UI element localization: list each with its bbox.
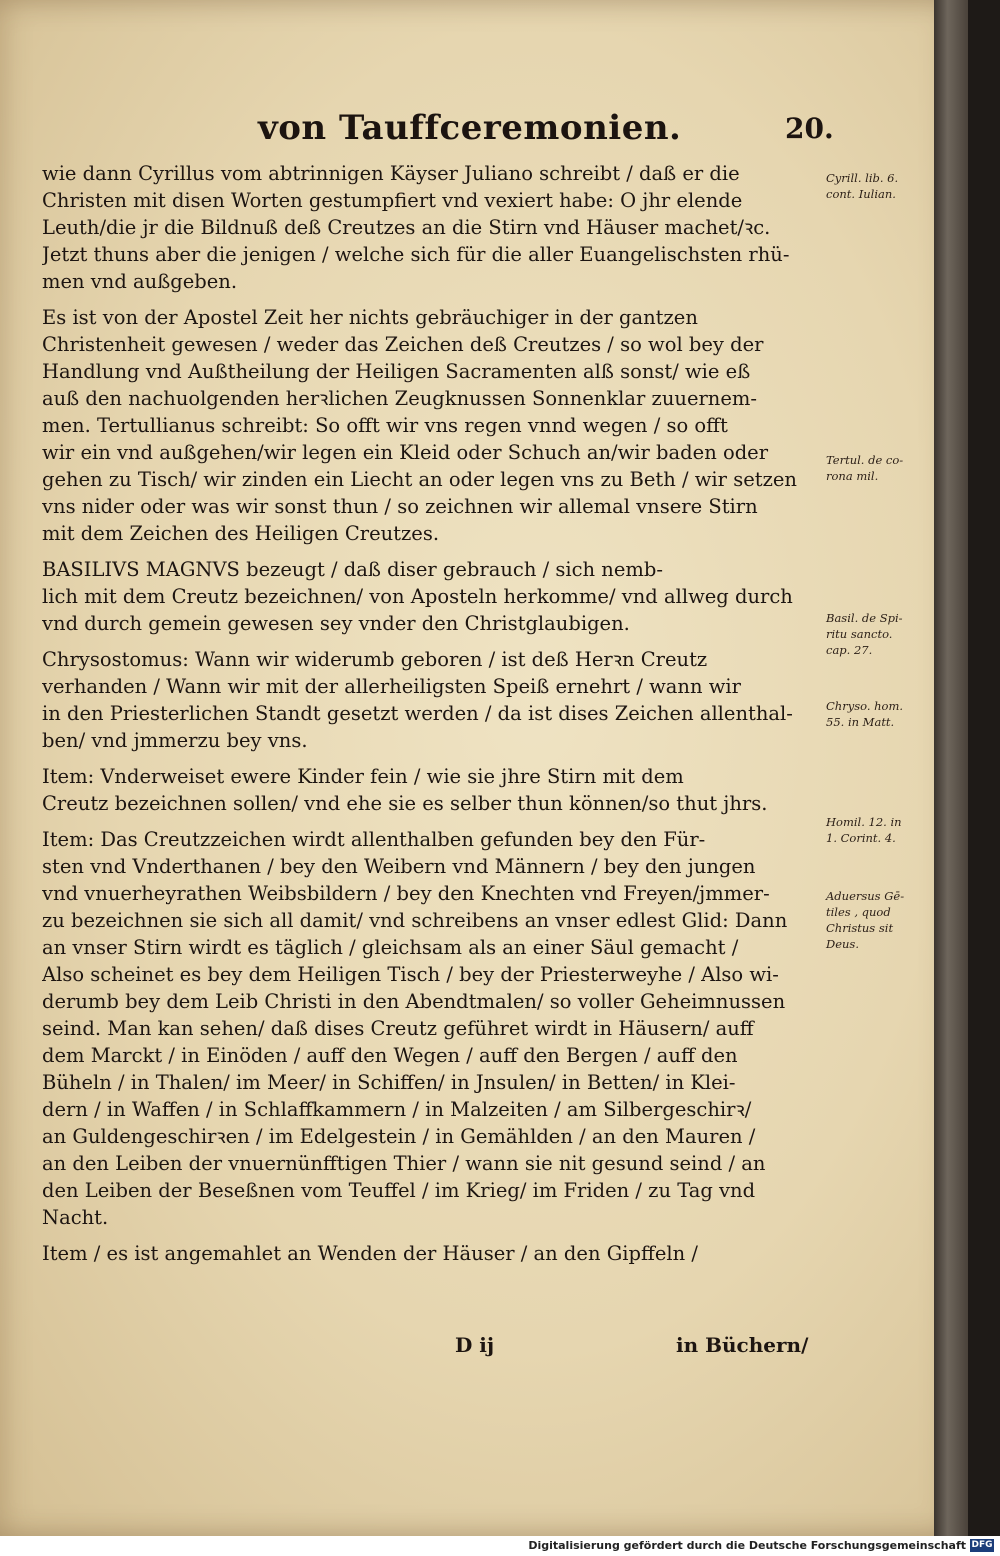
text-line: vns nider oder was wir sonst thun / so zeichnen wir allemal vnsere Stirn — [42, 495, 758, 518]
paragraph-gap — [42, 295, 832, 304]
marginal-note-basil — [826, 610, 930, 658]
text-line: in den Priesterlichen Standt gesetzt werden / da ist dises Zeichen allenthal- — [42, 702, 793, 725]
text-line: an vnser Stirn wirdt es täglich / gleichsam als an einer Säul gemacht / — [42, 936, 739, 959]
page-edge — [934, 0, 968, 1536]
marginal-line: Cyrill. lib. 6. — [826, 171, 899, 185]
text-line: zu bezeichnen sie sich all damit/ vnd schreibens an vnser edlest Glid: Dann — [42, 909, 788, 932]
funding-credit: Digitalisierung gefördert durch die Deutsche Forschungsgemeinschaft — [528, 1539, 966, 1552]
marginal-line: Chryso. hom. — [826, 699, 904, 713]
text-line: vnd durch gemein gewesen sey vnder den Christglaubigen. — [42, 612, 630, 635]
marginal-line: Deus. — [826, 937, 859, 951]
text-line: Christen mit disen Worten gestumpfiert vnd vexiert habe: O jhr elende — [42, 189, 743, 212]
text-line: Es ist von der Apostel Zeit her nichts gebräuchiger in der gantzen — [42, 306, 698, 329]
marginal-line: cap. 27. — [826, 643, 873, 657]
text-line: Jetzt thuns aber die jenigen / welche sich für die aller Euangelischsten rhü- — [42, 243, 790, 266]
page-number: 20. — [785, 112, 834, 145]
page-header — [258, 108, 834, 158]
marginal-note-chrysostom — [826, 698, 930, 730]
text-line: Item / es ist angemahlet an Wenden der Häuser / an den Gipffeln / — [42, 1242, 698, 1265]
text-line: Item: Vnderweiset ewere Kinder fein / wie sie jhre Stirn mit dem — [42, 765, 684, 788]
text-line: men. Tertullianus schreibt: So offt wir vns regen vnnd wegen / so offt — [42, 414, 728, 437]
text-line: Handlung vnd Außtheilung der Heiligen Sacramenten alß sonst/ wie eß — [42, 360, 751, 383]
text-line: vnd vnuerheyrathen Weibsbildern / bey den Knechten vnd Freyen/jmmer- — [42, 882, 770, 905]
text-line: Item: Das Creutzzeichen wirdt allenthalben gefunden bey den Für- — [42, 828, 706, 851]
text-line: dern / in Waffen / in Schlaffkammern / in Malzeiten / am Silbergeschirꝛ/ — [42, 1098, 752, 1121]
text-line: Nacht. — [42, 1206, 109, 1229]
paragraph-gap — [42, 637, 832, 646]
text-line: den Leiben der Beseßnen vom Teuffel / im Krieg/ im Friden / zu Tag vnd — [42, 1179, 756, 1202]
marginal-note-homily — [826, 814, 930, 846]
dfg-logo-icon: DFG — [971, 1540, 993, 1550]
marginal-line: Tertul. de co- — [826, 453, 904, 467]
text-line: sten vnd Vnderthanen / bey den Weibern vnd Männern / bey den jungen — [42, 855, 756, 878]
text-line: Büheln / in Thalen/ im Meer/ in Schiffen/ in Jnsulen/ in Betten/ in Klei- — [42, 1071, 736, 1094]
marginal-line: ritu sancto. — [826, 627, 893, 641]
text-line: BASILIVS MAGNVS bezeugt / daß diser gebrauch / sich nemb- — [42, 558, 663, 581]
body-text — [42, 160, 832, 1267]
running-title: von Tauffceremonien. — [258, 108, 682, 148]
paragraph-gap — [42, 1231, 832, 1240]
text-line: seind. Man kan sehen/ daß dises Creutz geführet wirdt in Häusern/ auff — [42, 1017, 754, 1040]
paragraph-gap — [42, 754, 832, 763]
text-line: wie dann Cyrillus vom abtrinnigen Käyser Juliano schreibt / daß er die — [42, 162, 740, 185]
signature-mark: D ij — [455, 1333, 495, 1357]
marginal-line: 55. in Matt. — [826, 715, 895, 729]
marginal-line: 1. Corint. 4. — [826, 831, 896, 845]
marginal-line: Christus sit — [826, 921, 894, 935]
marginal-note-cyrill — [826, 170, 930, 202]
marginal-line: Basil. de Spi- — [826, 611, 903, 625]
digitization-footer — [0, 1536, 1000, 1556]
text-line: Leuth/die jr die Bildnuß deß Creutzes an die Stirn vnd Häuser machet/ꝛc. — [42, 216, 771, 239]
text-line: Also scheinet es bey dem Heiligen Tisch / bey der Priesterweyhe / Also wi- — [42, 963, 779, 986]
catchword: in Büchern/ — [676, 1333, 809, 1357]
text-line: derumb bey dem Leib Christi in den Abendtmalen/ so voller Geheimnussen — [42, 990, 786, 1013]
marginal-note-tertullian — [826, 452, 930, 484]
text-line: verhanden / Wann wir mit der allerheiligsten Speiß ernehrt / wann wir — [42, 675, 741, 698]
paragraph-gap — [42, 817, 832, 826]
marginal-line: Homil. 12. in — [826, 815, 902, 829]
marginal-note-aduersus — [826, 888, 930, 952]
paragraph-gap — [42, 547, 832, 556]
text-line: auß den nachuolgenden herꝛlichen Zeugknussen Sonnenklar zuuernem- — [42, 387, 757, 410]
marginal-line: Aduersus Gē- — [826, 889, 905, 903]
text-line: an Guldengeschirꝛen / im Edelgestein / in Gemählden / an den Mauren / — [42, 1125, 756, 1148]
text-line: lich mit dem Creutz bezeichnen/ von Aposteln herkomme/ vnd allweg durch — [42, 585, 793, 608]
text-line: gehen zu Tisch/ wir zinden ein Liecht an oder legen vns zu Beth / wir setzen — [42, 468, 797, 491]
marginal-line: rona mil. — [826, 469, 879, 483]
marginal-line: tiles , quod — [826, 905, 891, 919]
text-line: an den Leiben der vnuernünfftigen Thier / wann sie nit gesund seind / an — [42, 1152, 766, 1175]
text-line: Chrysostomus: Wann wir widerumb geboren / ist deß Herꝛn Creutz — [42, 648, 708, 671]
text-line: dem Marckt / in Einöden / auff den Wegen / auff den Bergen / auff den — [42, 1044, 738, 1067]
marginal-line: cont. Iulian. — [826, 187, 896, 201]
text-line: Christenheit gewesen / weder das Zeichen deß Creutzes / so wol bey der — [42, 333, 764, 356]
text-line: wir ein vnd außgehen/wir legen ein Kleid oder Schuch an/wir baden oder — [42, 441, 769, 464]
text-line: mit dem Zeichen des Heiligen Creutzes. — [42, 522, 440, 545]
text-line: men vnd außgeben. — [42, 270, 238, 293]
text-line: Creutz bezeichnen sollen/ vnd ehe sie es selber thun können/so thut jhrs. — [42, 792, 768, 815]
text-line: ben/ vnd jmmerzu bey vns. — [42, 729, 308, 752]
